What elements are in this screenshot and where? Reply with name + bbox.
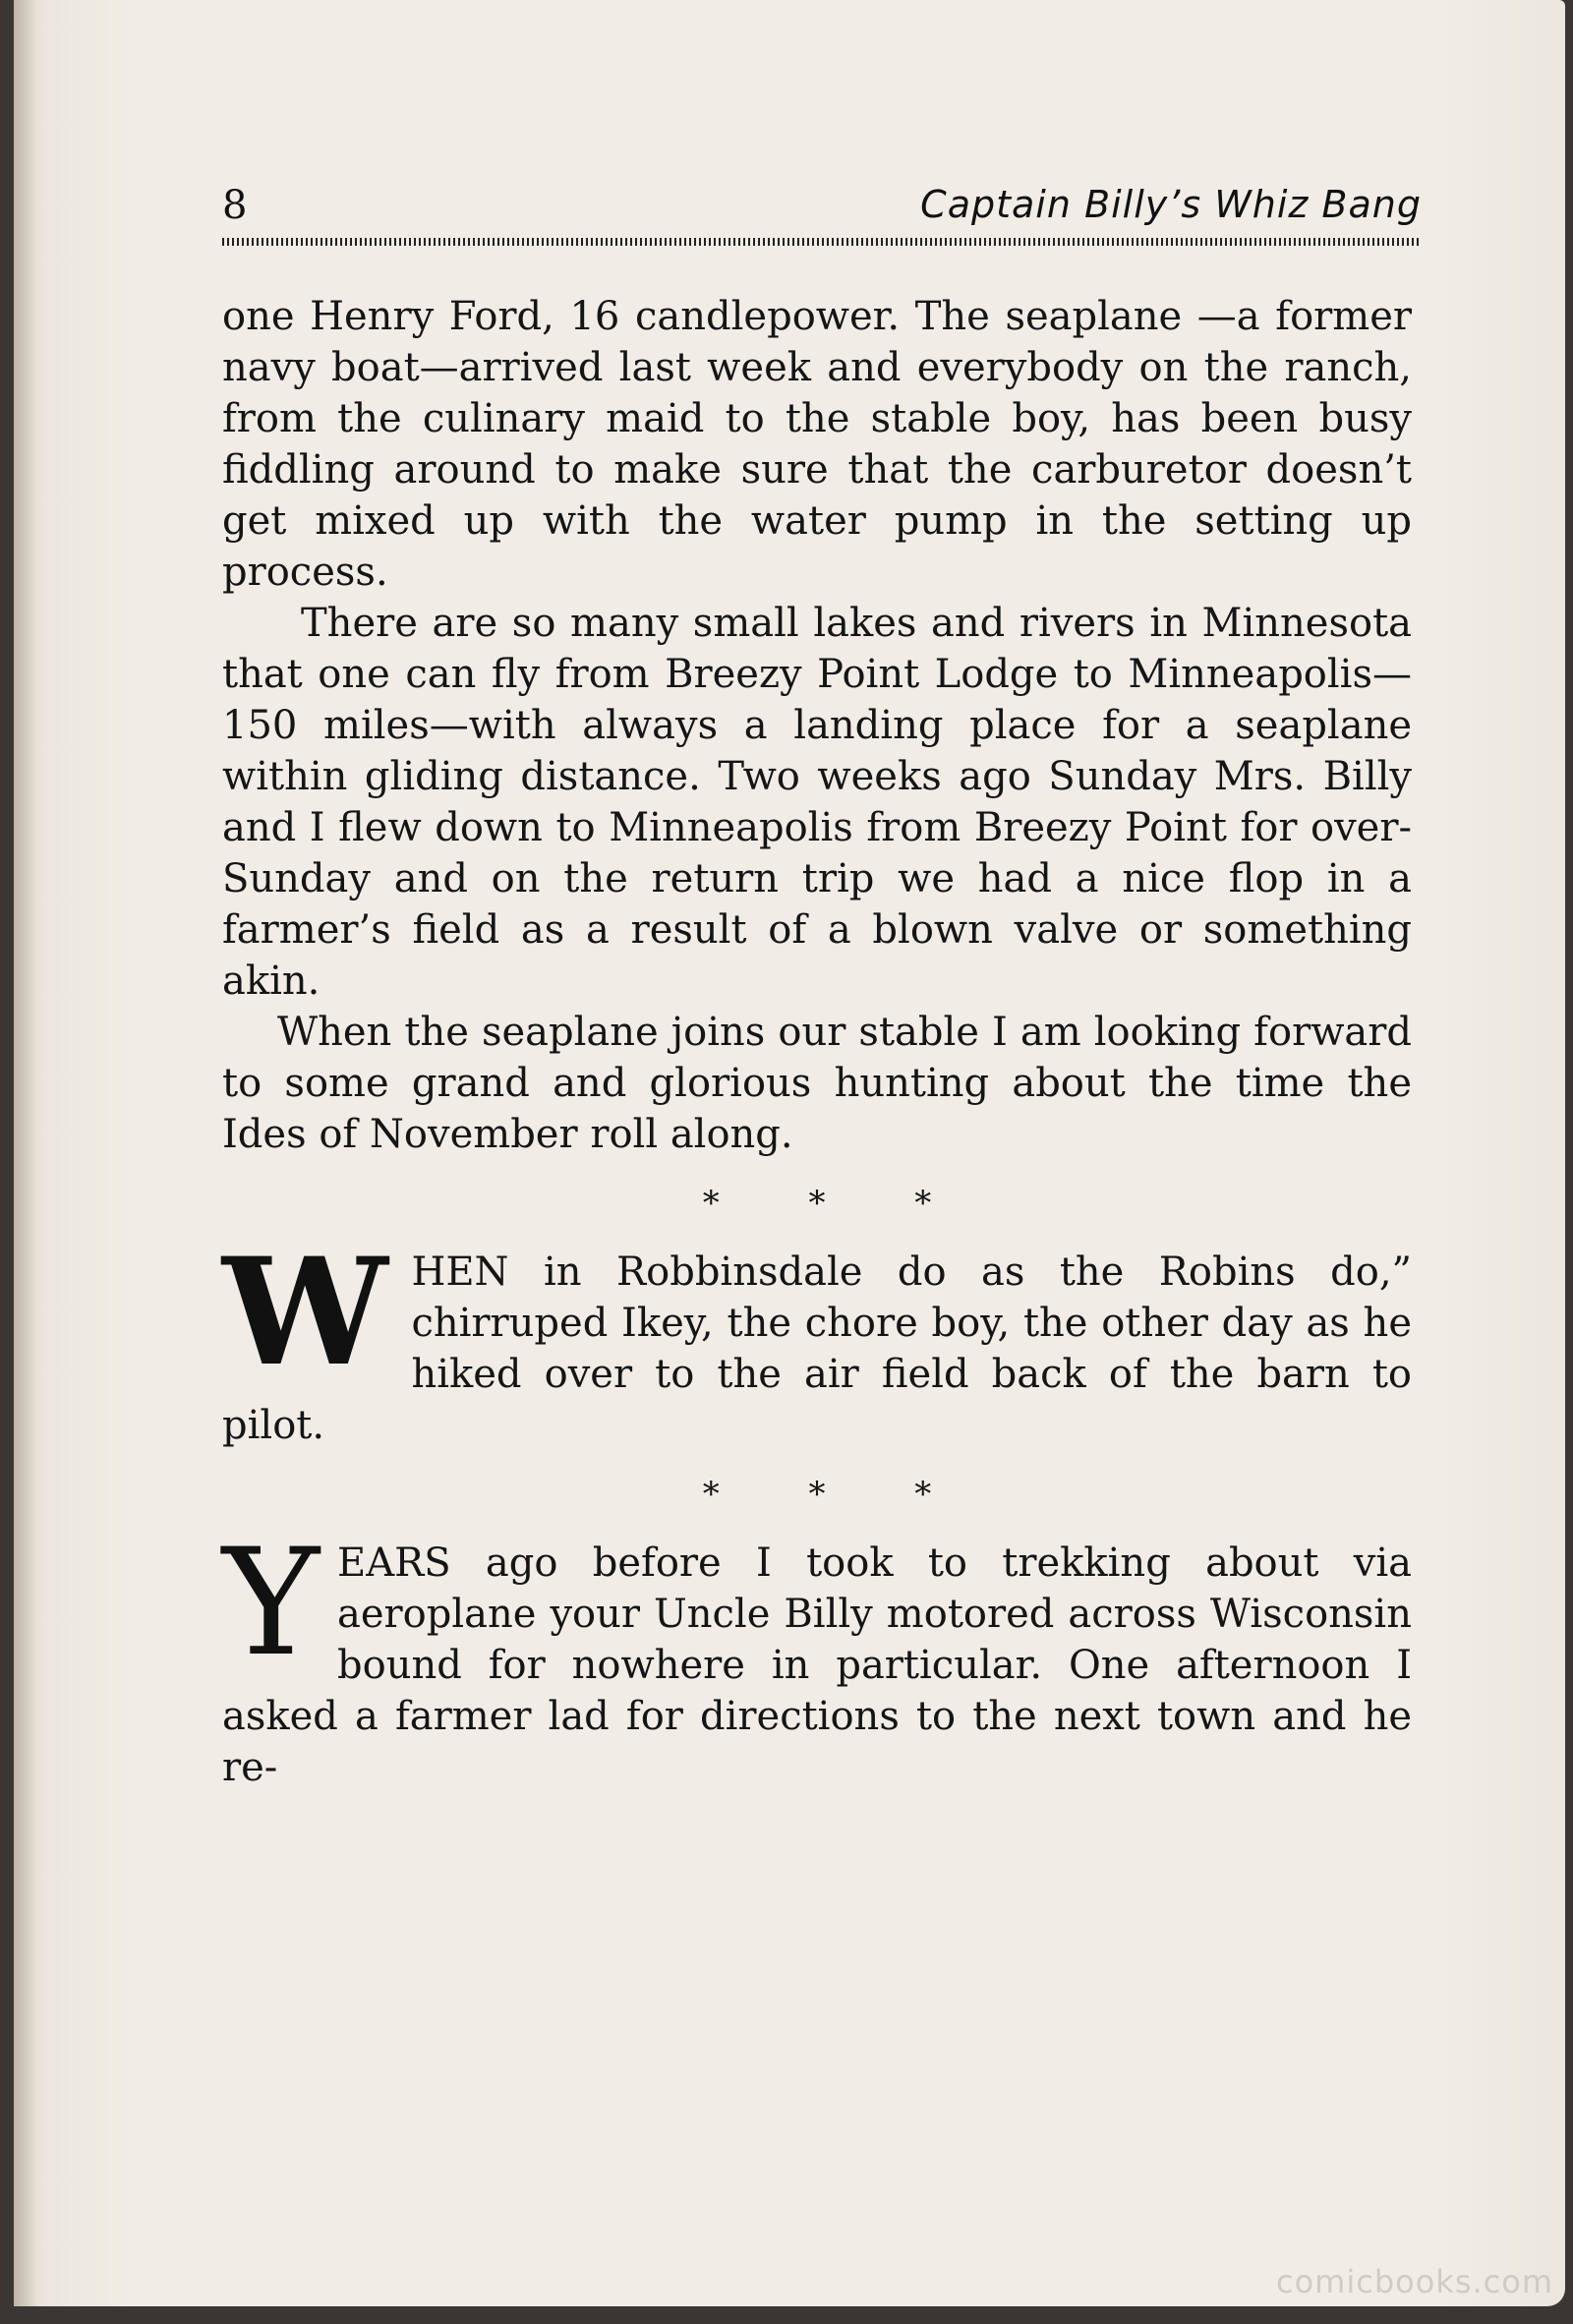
paragraph-1: one Henry Ford, 16 candlepower. The seaplane —a former navy boat—arrived last week and everybody on the ranch, from the culinary maid to the stable boy, has been busy fiddling around to make sure that the carburetor doesn’t get mixed up with the water pump in the setting up process.	[222, 294, 1412, 595]
header-rule	[222, 238, 1422, 246]
section-separator-1: * * *	[702, 1184, 971, 1223]
article-body	[222, 291, 1412, 1793]
drop-cap-w: W	[222, 1226, 388, 1399]
page-spine-shadow	[14, 0, 35, 2306]
drop-cap-y: Y	[222, 1518, 320, 1689]
page-number: 8	[222, 183, 248, 228]
watermark: comicbooks.com	[1275, 2263, 1553, 2300]
paragraph-3: When the seaplane joins our stable I am looking forward to some grand and glorious hunting about the time the Ides of November roll along.	[222, 1010, 1412, 1157]
publication-title: Captain Billy’s Whiz Bang	[920, 183, 1422, 226]
item-wisconsin-text: EARS ago before I took to trekking about via aeroplane your Uncle Billy motored across Wisconsin bound for nowhere in particular. One afternoon I asked a farmer lad for directions to the next town and he re-	[222, 1540, 1412, 1790]
section-separator-2: * * *	[702, 1475, 971, 1514]
item-wisconsin	[222, 1518, 1412, 1793]
running-head	[222, 183, 1422, 242]
item-robbinsdale-text: HEN in Robbinsdale do as the Robins do,” chirruped Ikey, the chore boy, the other day as he hiked over to the air field back of the barn to pilot.	[222, 1249, 1412, 1448]
item-robbinsdale	[222, 1226, 1412, 1451]
paragraph-2: There are so many small lakes and rivers in Minnesota that one can fly from Breezy Point Lodge to Minneapolis—150 miles—with always a landing place for a seaplane within gliding distance. Two weeks ago Sunday Mrs. Billy and I flew down to Minneapolis from Breezy Point for over-Sunday and on the return trip we had a nice flop in a farmer’s field as a result of a blown valve or something akin.	[222, 601, 1412, 1004]
